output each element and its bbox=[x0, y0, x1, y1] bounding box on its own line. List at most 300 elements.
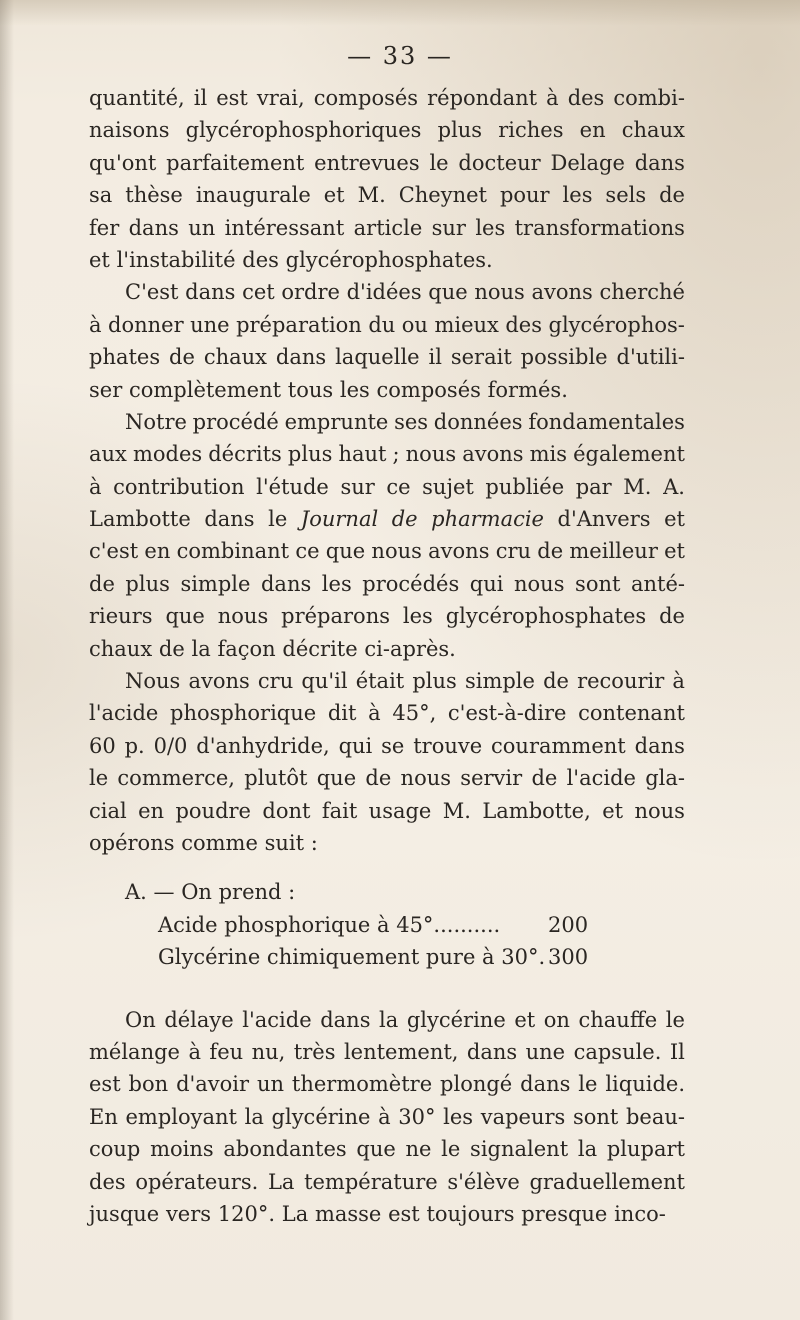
word: couramment bbox=[491, 733, 626, 758]
word: entrevues bbox=[314, 150, 420, 175]
word: la bbox=[191, 636, 211, 661]
word: graduellement bbox=[529, 1169, 685, 1194]
word: sels bbox=[605, 183, 647, 208]
word: le bbox=[441, 1137, 461, 1162]
word: de bbox=[365, 766, 392, 791]
word: cherché bbox=[599, 280, 685, 305]
word: pharmacie bbox=[431, 507, 544, 532]
recipe-row bbox=[89, 909, 685, 941]
word: ses bbox=[394, 409, 429, 434]
word: d'idées bbox=[346, 280, 422, 305]
word: que bbox=[325, 539, 366, 564]
word: nous bbox=[371, 539, 422, 564]
text-line bbox=[89, 82, 685, 114]
word: d'utili- bbox=[616, 345, 685, 370]
word: l'acide bbox=[242, 1007, 312, 1032]
text-line bbox=[89, 762, 685, 794]
word: dans bbox=[128, 215, 179, 240]
word: façon bbox=[217, 636, 276, 661]
word: article bbox=[353, 215, 423, 240]
word: est bbox=[388, 1201, 420, 1226]
word: et bbox=[323, 183, 345, 208]
word: possible bbox=[520, 345, 608, 370]
word: M. bbox=[623, 474, 652, 499]
word: fer bbox=[89, 215, 120, 240]
text-line bbox=[89, 244, 685, 276]
word: des bbox=[505, 312, 543, 337]
word: les bbox=[562, 183, 593, 208]
text-line bbox=[89, 374, 685, 406]
word: signalent bbox=[470, 1137, 569, 1162]
word: le bbox=[578, 1072, 598, 1097]
word: ce bbox=[386, 474, 411, 499]
word: simple bbox=[180, 571, 251, 596]
word: serait bbox=[450, 345, 512, 370]
word: glycérine bbox=[406, 1007, 506, 1032]
word: docteur bbox=[458, 150, 541, 175]
word: complètement bbox=[128, 377, 282, 402]
word: thèse bbox=[125, 183, 183, 208]
word: C'est bbox=[125, 280, 179, 305]
word: emprunte bbox=[284, 409, 389, 434]
word: On bbox=[125, 1007, 156, 1032]
word: la bbox=[244, 1104, 264, 1129]
word: 60 bbox=[89, 733, 116, 758]
word: combi- bbox=[613, 86, 685, 110]
word: les bbox=[402, 604, 433, 629]
text-line bbox=[89, 212, 685, 244]
word: les bbox=[475, 215, 506, 240]
word: contenant bbox=[578, 701, 685, 726]
word: ce bbox=[295, 539, 320, 564]
word: meilleur bbox=[569, 539, 658, 564]
word: que bbox=[356, 1137, 396, 1162]
word: 30° bbox=[398, 1104, 436, 1129]
word: anté- bbox=[630, 571, 685, 596]
word: naisons bbox=[89, 118, 170, 143]
word: parfaitement bbox=[166, 150, 305, 175]
spacer bbox=[89, 859, 685, 876]
word: l'étude bbox=[256, 474, 329, 499]
word: les bbox=[321, 571, 352, 596]
word: avons bbox=[531, 280, 593, 305]
word: par bbox=[575, 474, 612, 499]
word: dans bbox=[185, 280, 236, 305]
word: laquelle bbox=[335, 345, 420, 370]
word: trouve bbox=[413, 733, 483, 758]
word: Lambotte, bbox=[482, 798, 591, 823]
word: l'instabilité bbox=[116, 247, 236, 272]
word: pour bbox=[499, 183, 550, 208]
word: servir bbox=[460, 766, 523, 791]
word: la bbox=[577, 1137, 598, 1162]
word: des bbox=[89, 1169, 126, 1194]
recipe-ingredient: Acide phosphorique à 45°.......... bbox=[158, 912, 501, 937]
word: 120°. bbox=[217, 1201, 276, 1226]
word: et bbox=[664, 539, 685, 564]
recipe-quantity: 300 bbox=[548, 945, 589, 970]
word: mieux bbox=[434, 312, 499, 337]
word: en bbox=[138, 798, 165, 823]
word: : bbox=[310, 830, 318, 855]
text-line bbox=[89, 568, 685, 600]
word: sont bbox=[575, 571, 621, 596]
word: sa bbox=[89, 183, 113, 208]
text-line bbox=[89, 503, 685, 535]
word: thermomètre bbox=[291, 1072, 433, 1097]
word: sur bbox=[340, 474, 375, 499]
recipe-row bbox=[89, 941, 685, 973]
word: inco- bbox=[614, 1201, 666, 1226]
word: est bbox=[89, 1072, 121, 1097]
word: très bbox=[293, 1039, 336, 1064]
word: de bbox=[531, 766, 558, 791]
word: M. bbox=[442, 798, 471, 823]
word: vrai, bbox=[256, 86, 305, 110]
word: nu, bbox=[251, 1039, 286, 1064]
word: plus bbox=[437, 118, 483, 143]
word: riches bbox=[498, 118, 564, 143]
word: que bbox=[428, 280, 468, 305]
word: chaux bbox=[89, 636, 153, 661]
word: avons bbox=[428, 539, 490, 564]
word: nous bbox=[634, 798, 685, 823]
word: décrite bbox=[282, 636, 358, 661]
word: dans bbox=[466, 1039, 518, 1064]
word: contribution bbox=[113, 474, 245, 499]
word: les bbox=[443, 1104, 474, 1129]
word: ne bbox=[405, 1137, 432, 1162]
word: lentement, bbox=[343, 1039, 459, 1064]
word: ser bbox=[89, 377, 123, 402]
word: plus bbox=[125, 571, 170, 596]
word: vers bbox=[165, 1201, 212, 1226]
word: que bbox=[165, 604, 205, 629]
word: à bbox=[188, 1039, 201, 1064]
word: tous bbox=[287, 377, 334, 402]
page-shadow-left bbox=[0, 0, 14, 1320]
word: qu'il bbox=[301, 669, 348, 694]
word: La bbox=[267, 1169, 295, 1194]
word: avons bbox=[462, 442, 524, 467]
word: qui bbox=[469, 571, 504, 596]
word: et bbox=[89, 247, 110, 272]
word: les bbox=[339, 377, 370, 402]
recipe-quantity: 200 bbox=[548, 912, 589, 937]
word: presque bbox=[521, 1201, 608, 1226]
word: dans bbox=[260, 571, 312, 596]
text-line bbox=[89, 1101, 685, 1133]
word: avons bbox=[188, 669, 250, 694]
text-line bbox=[89, 406, 685, 438]
word: Notre bbox=[125, 409, 187, 434]
word: mélange bbox=[89, 1039, 180, 1064]
word: ci-après. bbox=[364, 636, 456, 661]
word: à bbox=[546, 86, 559, 110]
word: ordre bbox=[281, 280, 340, 305]
word: aux bbox=[89, 442, 127, 467]
word: de bbox=[659, 604, 685, 629]
word: opérateurs. bbox=[135, 1169, 259, 1194]
word: moins bbox=[150, 1137, 214, 1162]
word: le bbox=[268, 507, 288, 532]
text-line bbox=[89, 179, 685, 211]
text-line bbox=[89, 633, 685, 665]
word: en bbox=[144, 539, 171, 564]
word: transformations bbox=[514, 215, 685, 240]
word: sont bbox=[572, 1104, 619, 1129]
word: de bbox=[391, 507, 418, 532]
word: 45°, bbox=[392, 701, 437, 726]
word: l'acide bbox=[89, 701, 159, 726]
word: et bbox=[602, 798, 624, 823]
word: préparons bbox=[281, 604, 390, 629]
word: poudre bbox=[175, 798, 251, 823]
word: usage bbox=[368, 798, 432, 823]
word: du bbox=[368, 312, 396, 337]
word: glycérophosphates. bbox=[285, 247, 493, 272]
word: à bbox=[368, 701, 381, 726]
word: un bbox=[188, 215, 216, 240]
word: ou bbox=[401, 312, 428, 337]
text-line bbox=[89, 341, 685, 373]
word: modes bbox=[132, 442, 203, 467]
text-line bbox=[89, 535, 685, 567]
text-line bbox=[89, 600, 685, 632]
word: et bbox=[514, 1007, 536, 1032]
word: masse bbox=[314, 1201, 382, 1226]
word: en bbox=[579, 118, 606, 143]
word: s'élève bbox=[447, 1169, 520, 1194]
word: de bbox=[543, 669, 569, 694]
word: phates bbox=[89, 345, 161, 370]
word: recourir bbox=[577, 669, 665, 694]
text-line bbox=[89, 1004, 685, 1036]
text-line bbox=[89, 1036, 685, 1068]
text-line bbox=[89, 1133, 685, 1165]
word: procédé bbox=[192, 409, 279, 434]
word: qu'ont bbox=[89, 150, 157, 175]
body-text bbox=[89, 82, 685, 1230]
word: procédés bbox=[362, 571, 460, 596]
text-line bbox=[89, 697, 685, 729]
spacer bbox=[89, 974, 685, 1004]
word: de bbox=[89, 571, 115, 596]
word: fondamentales bbox=[528, 409, 685, 434]
text-line bbox=[89, 1198, 685, 1230]
word: le bbox=[665, 1007, 685, 1032]
word: jusque bbox=[89, 1201, 160, 1226]
word: p. bbox=[124, 733, 145, 758]
word: des bbox=[242, 247, 279, 272]
text-line bbox=[89, 309, 685, 341]
word: d'anhydride, bbox=[196, 733, 330, 758]
word: c'est bbox=[89, 539, 139, 564]
word: dans bbox=[275, 345, 327, 370]
word: était bbox=[355, 669, 405, 694]
word: glycérophos- bbox=[548, 312, 685, 337]
word: beau- bbox=[625, 1104, 685, 1129]
word: fait bbox=[321, 798, 358, 823]
word: feu bbox=[209, 1039, 244, 1064]
word: c'est-à-dire bbox=[447, 701, 567, 726]
word: à bbox=[672, 669, 685, 694]
word: glycérophosphoriques bbox=[185, 118, 422, 143]
word: la bbox=[379, 1007, 399, 1032]
text-line bbox=[89, 665, 685, 697]
word: également bbox=[573, 442, 685, 467]
word: cet bbox=[242, 280, 275, 305]
word: rieurs bbox=[89, 604, 153, 629]
word: A. bbox=[663, 474, 685, 499]
word: l'acide bbox=[566, 766, 636, 791]
word: publiée bbox=[485, 474, 565, 499]
word: dans bbox=[520, 1072, 571, 1097]
word: abondantes bbox=[223, 1137, 347, 1162]
word: d'Anvers bbox=[557, 507, 651, 532]
word: commerce, bbox=[117, 766, 235, 791]
word: plus bbox=[412, 669, 457, 694]
word: Lambotte bbox=[89, 507, 191, 532]
word: dans bbox=[634, 150, 685, 175]
page-shadow-top bbox=[0, 0, 800, 26]
word: ; bbox=[392, 442, 400, 467]
word: composés bbox=[313, 86, 419, 110]
word: formés. bbox=[487, 377, 568, 402]
word: de bbox=[158, 636, 185, 661]
word: bon bbox=[128, 1072, 169, 1097]
text-line bbox=[89, 1068, 685, 1100]
word: nous bbox=[217, 604, 269, 629]
word: composés bbox=[376, 377, 481, 402]
word: donner bbox=[108, 312, 184, 337]
page-number: — 33 — bbox=[347, 42, 453, 70]
word: on bbox=[543, 1007, 570, 1032]
text-line bbox=[89, 276, 685, 308]
word: 0/0 bbox=[153, 733, 188, 758]
word: nous bbox=[474, 280, 525, 305]
recipe-intro: A. — On prend : bbox=[125, 880, 296, 905]
word: que bbox=[316, 766, 357, 791]
word: En bbox=[89, 1104, 118, 1129]
word: coup bbox=[89, 1137, 141, 1162]
word: Il bbox=[669, 1039, 685, 1064]
word: cru bbox=[495, 539, 532, 564]
word: de bbox=[537, 539, 564, 564]
word: employant bbox=[125, 1104, 237, 1129]
word: est bbox=[216, 86, 248, 110]
word: mis bbox=[529, 442, 568, 467]
word: dont bbox=[262, 798, 311, 823]
word: des bbox=[567, 86, 605, 110]
word: plus bbox=[287, 442, 333, 467]
word: nous bbox=[514, 571, 565, 596]
word: une bbox=[525, 1039, 566, 1064]
word: de bbox=[659, 183, 685, 208]
word: chauffe bbox=[578, 1007, 658, 1032]
word: La bbox=[281, 1201, 309, 1226]
word: chaux bbox=[203, 345, 268, 370]
word: répondant bbox=[427, 86, 538, 110]
text-line bbox=[89, 730, 685, 762]
text-line bbox=[89, 114, 685, 146]
word: plongé bbox=[440, 1072, 513, 1097]
word: quantité, bbox=[89, 86, 185, 110]
word: préparation bbox=[236, 312, 362, 337]
word: toujours bbox=[426, 1201, 515, 1226]
word: d'avoir bbox=[176, 1072, 250, 1097]
word: et bbox=[664, 507, 685, 532]
word: combinant bbox=[176, 539, 290, 564]
word: suit bbox=[264, 830, 305, 855]
word: qui bbox=[338, 733, 373, 758]
text-line bbox=[89, 827, 685, 859]
word: délaye bbox=[164, 1007, 234, 1032]
word: Nous bbox=[125, 669, 181, 694]
word: comme bbox=[181, 830, 258, 855]
text-line bbox=[89, 1166, 685, 1198]
word: nous bbox=[400, 766, 452, 791]
word: se bbox=[381, 733, 405, 758]
word: dans bbox=[320, 1007, 371, 1032]
word: sur bbox=[431, 215, 466, 240]
text-line bbox=[89, 438, 685, 470]
word: il bbox=[428, 345, 442, 370]
word: intéressant bbox=[224, 215, 345, 240]
word: opérons bbox=[89, 830, 175, 855]
word: données bbox=[433, 409, 523, 434]
word: le bbox=[429, 150, 449, 175]
word: vapeurs bbox=[480, 1104, 566, 1129]
word: une bbox=[190, 312, 230, 337]
word: à bbox=[89, 474, 102, 499]
recipe-ingredient: Glycérine chimiquement pure à 30°. bbox=[158, 945, 546, 970]
word: sujet bbox=[422, 474, 474, 499]
text-line bbox=[89, 471, 685, 503]
word: glycérine bbox=[271, 1104, 371, 1129]
text-line bbox=[89, 147, 685, 179]
word: phosphorique bbox=[170, 701, 317, 726]
word: à bbox=[89, 312, 102, 337]
word: liquide. bbox=[605, 1072, 685, 1097]
word: plupart bbox=[606, 1137, 685, 1162]
word: température bbox=[304, 1169, 438, 1194]
word: un bbox=[256, 1072, 285, 1097]
word: haut bbox=[338, 442, 387, 467]
word: simple bbox=[464, 669, 535, 694]
word: cru bbox=[257, 669, 294, 694]
word: cial bbox=[89, 798, 127, 823]
word: plutôt bbox=[244, 766, 308, 791]
word: le bbox=[89, 766, 109, 791]
word: Journal bbox=[300, 507, 379, 532]
word: Cheynet bbox=[398, 183, 487, 208]
word: capsule. bbox=[573, 1039, 662, 1064]
word: chaux bbox=[621, 118, 685, 143]
word: dit bbox=[327, 701, 357, 726]
text-line bbox=[89, 795, 685, 827]
word: dans bbox=[634, 733, 685, 758]
word: nous bbox=[405, 442, 457, 467]
word: Delage bbox=[550, 150, 625, 175]
word: dans bbox=[204, 507, 255, 532]
word: gla- bbox=[645, 766, 685, 791]
word: de bbox=[169, 345, 195, 370]
word: M. bbox=[357, 183, 386, 208]
word: il bbox=[193, 86, 208, 110]
word: inaugurale bbox=[195, 183, 311, 208]
word: à bbox=[378, 1104, 391, 1129]
